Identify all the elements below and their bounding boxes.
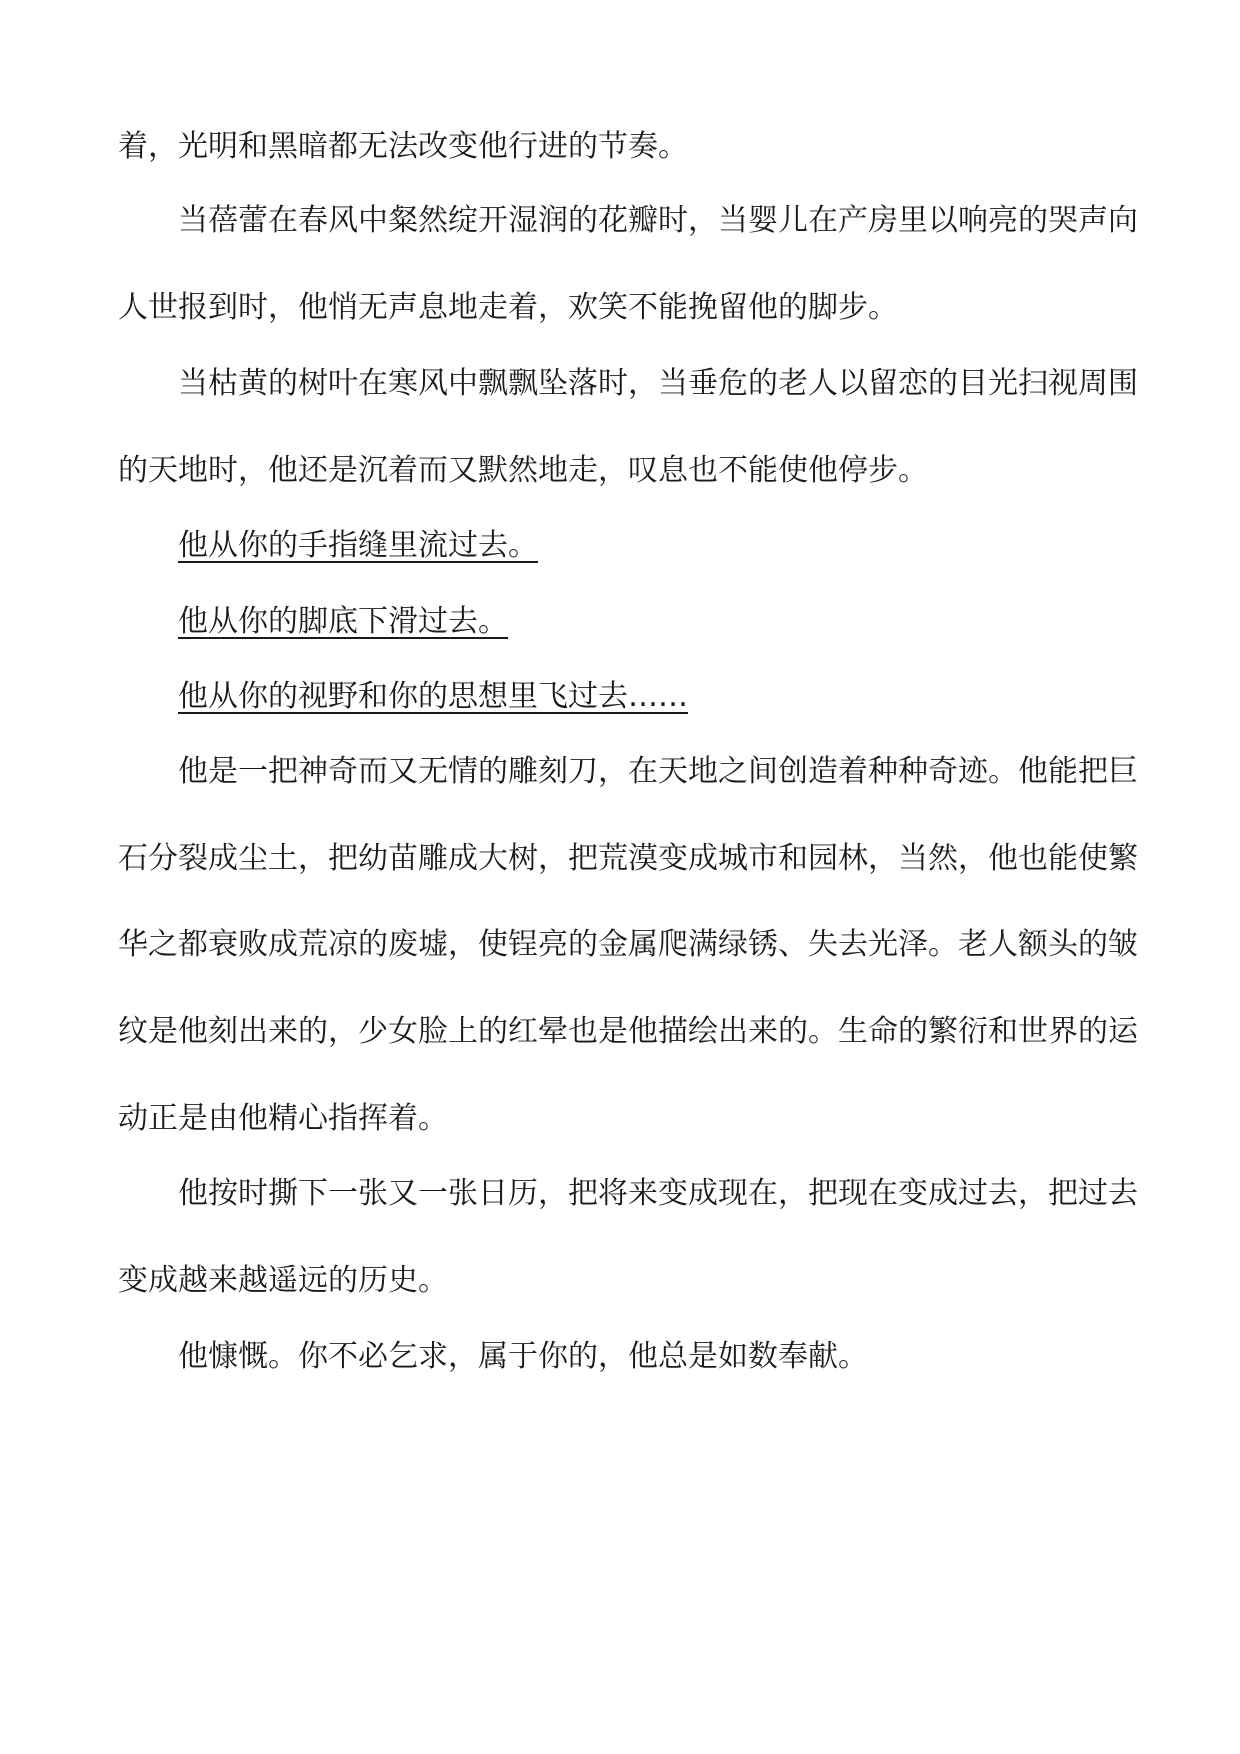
text-line: 纹是他刻出来的，少女脸上的红晕也是他描绘出来的。生命的繁衍和世界的运 [118, 1014, 1138, 1049]
underlined-text-line: 他从你的视野和你的思想里飞过去…… [178, 679, 688, 714]
text-line: 石分裂成尘土，把幼苗雕成大树，把荒漠变成城市和园林，当然，他也能使繁 [118, 841, 1138, 876]
text-line: 他慷慨。你不必乞求，属于你的，他总是如数奉献。 [178, 1339, 868, 1374]
text-line: 人世报到时，他悄无声息地走着，欢笑不能挽留他的脚步。 [118, 290, 898, 325]
text-line: 的天地时，他还是沉着而又默然地走，叹息也不能使他停步。 [118, 453, 928, 488]
text-line: 动正是由他精心指挥着。 [118, 1101, 448, 1136]
underlined-text-line: 他从你的手指缝里流过去。 [178, 528, 538, 563]
text-line: 他按时撕下一张又一张日历，把将来变成现在，把现在变成过去，把过去 [178, 1176, 1138, 1211]
text-line: 他是一把神奇而又无情的雕刻刀，在天地之间创造着种种奇迹。他能把巨 [178, 754, 1138, 789]
text-line: 当枯黄的树叶在寒风中飘飘坠落时，当垂危的老人以留恋的目光扫视周围 [178, 366, 1138, 401]
text-line: 当蓓蕾在春风中粲然绽开湿润的花瓣时，当婴儿在产房里以响亮的哭声向 [178, 203, 1138, 238]
text-line: 华之都衰败成荒凉的废墟，使锃亮的金属爬满绿锈、失去光泽。老人额头的皱 [118, 927, 1138, 962]
underlined-text-line: 他从你的脚底下滑过去。 [178, 604, 508, 639]
text-line: 变成越来越遥远的历史。 [118, 1263, 448, 1298]
text-line: 着，光明和黑暗都无法改变他行进的节奏。 [118, 129, 688, 164]
